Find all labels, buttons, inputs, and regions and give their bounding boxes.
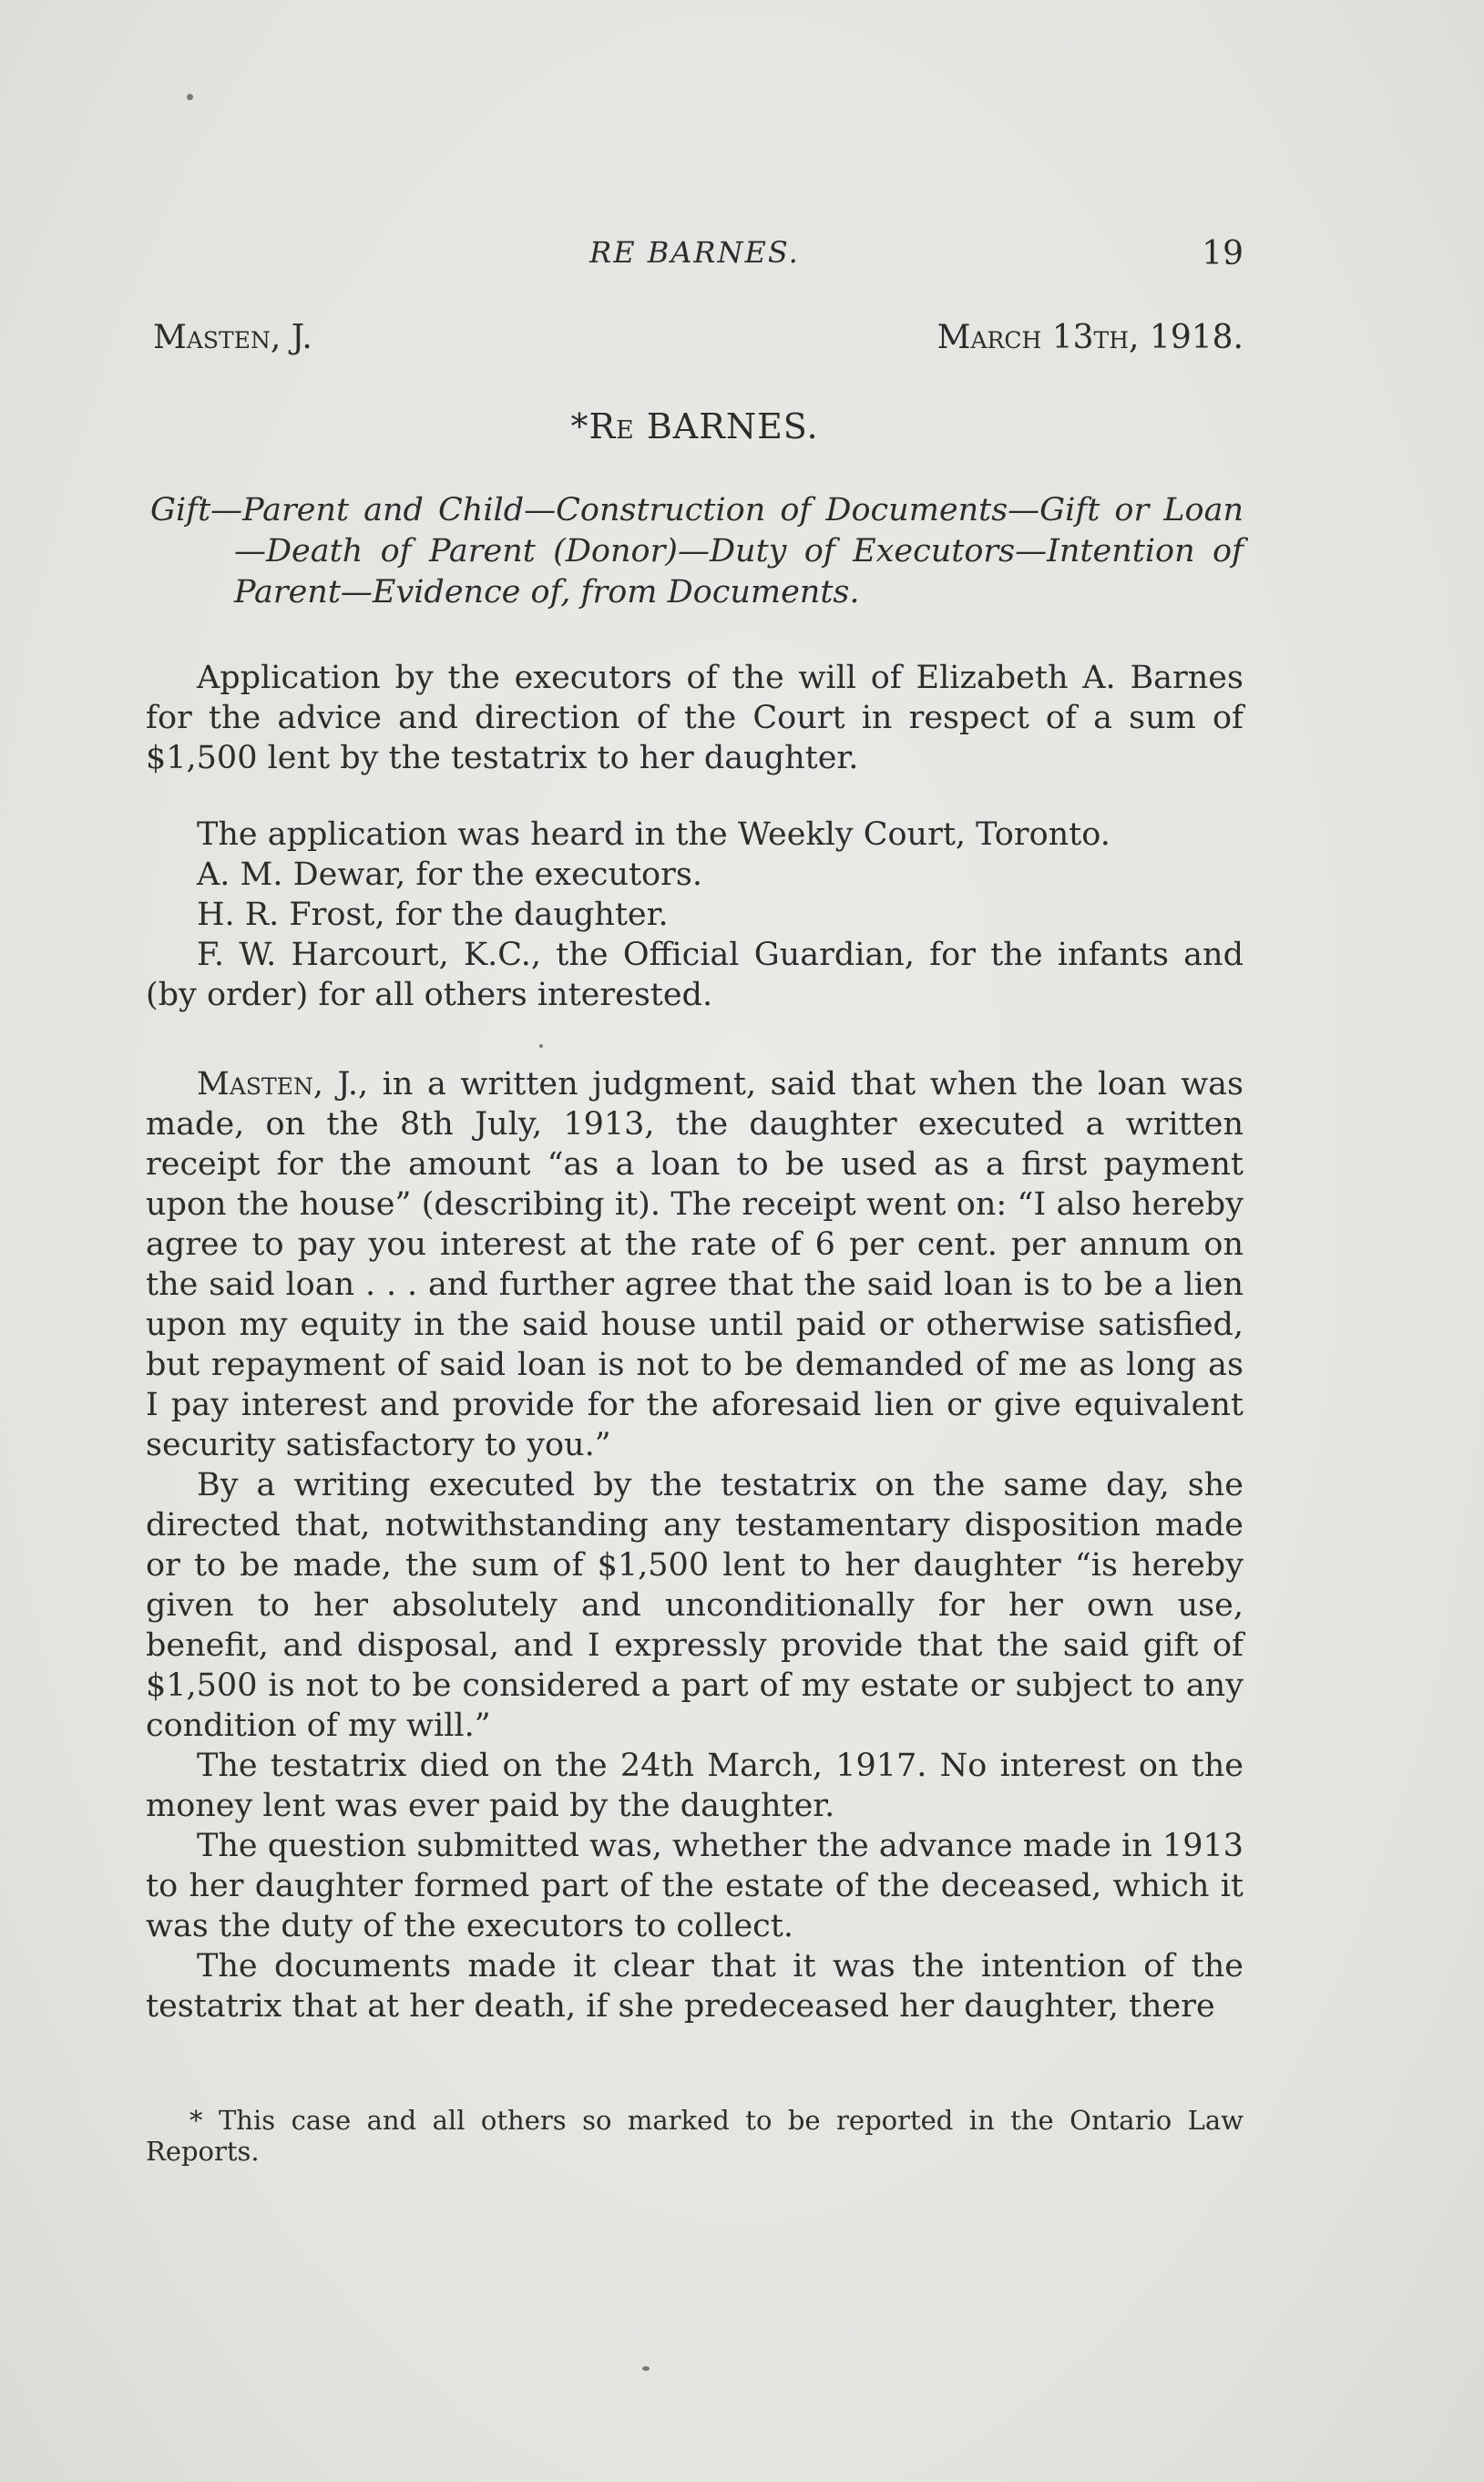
judgment-text: , in a written judgment, said that when the loan was made, on the 8th July, 1913, the daughter executed a written receipt for the amount “as a loan to be used as a first payment upon the house” (describing it). The receipt went on: “I also hereby agree to pay you interest at the rate of 6 per cent. per annum on the said loan . . . and further agree that the said loan is to be a lien upon my equity in the said house until paid or otherwise satisfied, but repayment of said loan is not to be demanded of me as long as I pay interest and provide for the aforesaid lien or give equivalent security satisfactory to you.” — [146, 1066, 1243, 1463]
paragraph-application: Application by the executors of the will of Elizabeth A. Barnes for the advice and direction of the Court in respect of a sum of $1,500 lent by the testatrix to her daughter. — [146, 660, 1243, 776]
case-title: *Re BARNES. — [570, 406, 819, 446]
judgment-body — [146, 658, 1243, 2026]
page-number: 19 — [1202, 235, 1243, 272]
paper-speck — [642, 2366, 650, 2371]
paragraph-question: The question submitted was, whether the advance made in 1913 to her daughter formed part of the estate of the deceased, which it was the duty of the executors to collect. — [146, 1828, 1244, 1944]
running-title: RE BARNES. — [589, 235, 800, 270]
paper-speck — [539, 1044, 543, 1048]
judge-lead: Masten, J. — [197, 1066, 358, 1103]
paper-speck — [187, 94, 193, 100]
paragraph-counsel-executors: A. M. Dewar, for the executors. — [197, 856, 702, 893]
paragraph-judgment — [146, 1064, 1243, 1465]
paragraph-intention: The documents made it clear that it was the intention of the testatrix that at her death, if she predeceased her daughter, there — [146, 1948, 1243, 2025]
paragraph-counsel-daughter: H. R. Frost, for the daughter. — [197, 897, 669, 933]
judge-name: Masten, J. — [153, 319, 312, 356]
paragraph-counsel-guardian: F. W. Harcourt, K.C., the Official Guardian, for the infants and (by order) for all others interested. — [146, 937, 1243, 1013]
judgment-date: March 13th, 1918. — [936, 319, 1243, 356]
paragraph-writing: By a writing executed by the testatrix on the same day, she directed that, notwithstanding any testamentary disposition made or to be made, the sum of $1,500 lent to her daughter “is hereby given to her absolutely and unconditionally for her own use, benefit, and disposal, and I expressly provide that the said gift of $1,500 is not to be considered a part of my estate or subject to any condition of my will.” — [146, 1467, 1243, 1744]
judge-date-line — [153, 319, 1243, 356]
paragraph-hearing: The application was heard in the Weekly Court, Toronto. — [197, 816, 1110, 853]
running-head — [146, 235, 1243, 281]
footnote: * This case and all others so marked to be reported in the Ontario Law Reports. — [146, 2105, 1243, 2167]
headnote: Gift—Parent and Child—Construction of Documents—Gift or Loan —Death of Parent (Donor)—Duty of Executors—Intention of Parent—Evidence of, from Documents. — [150, 492, 1243, 610]
paragraph-death: The testatrix died on the 24th March, 1917. No interest on the money lent was ever paid by the daughter. — [146, 1748, 1243, 1824]
